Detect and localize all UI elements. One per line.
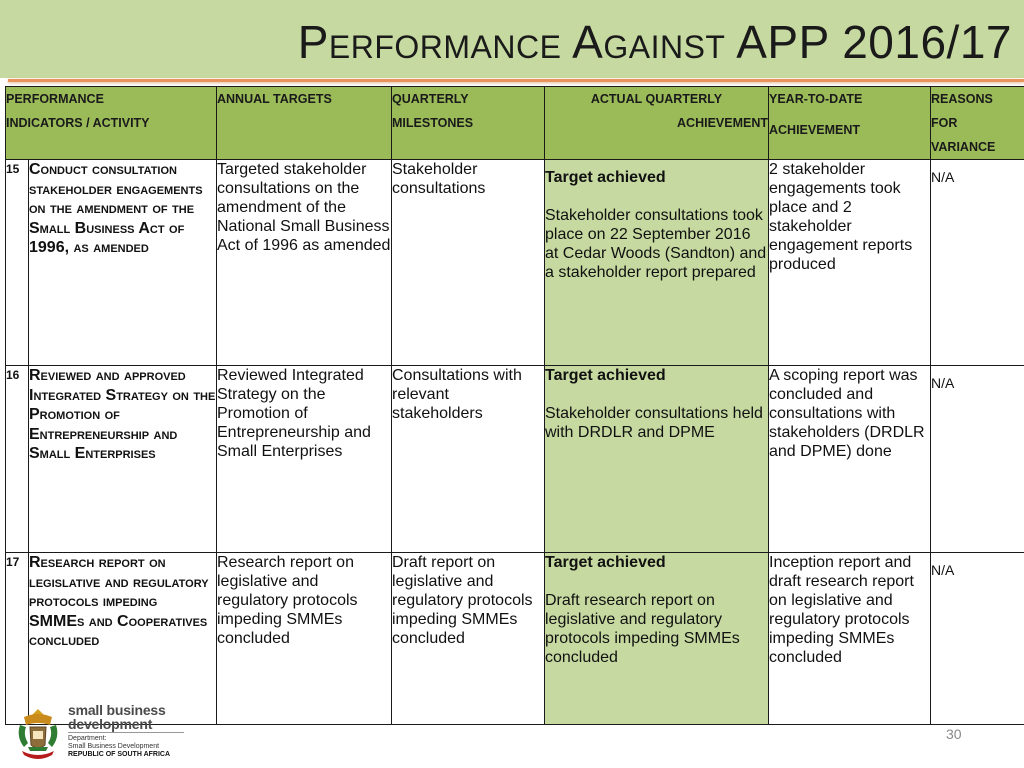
department-logo xyxy=(10,702,210,765)
activity-text: Reviewed and approved Integrated Strategy on the Promotion of Entrepreneurship and Small Enterprises xyxy=(29,367,216,462)
header-annual-targets: ANNUAL TARGETS xyxy=(217,87,392,160)
actual-detail: Stakeholder consultations held with DRDLR and DPME xyxy=(545,405,763,441)
header-actual-achievement xyxy=(545,87,769,160)
ytd-achievement-cell: Inception report and draft research report on legislative and regulatory protocols impeding SMMEs concluded xyxy=(769,553,931,725)
header-indicators xyxy=(6,87,217,160)
activity-text: Conduct consultation stakeholder engagements on the amendment of the Small Business Act of 1996, as amended xyxy=(29,161,203,256)
header-reasons-line1: REASONS xyxy=(931,92,993,106)
brand-name-line2: development xyxy=(68,716,153,732)
indicator-cell xyxy=(6,366,217,553)
header-indicators-line2: INDICATORS / ACTIVITY xyxy=(6,116,150,130)
indicator-inner xyxy=(6,553,216,724)
target-status: Target achieved xyxy=(545,554,666,571)
department-label: Department: xyxy=(68,735,107,742)
ytd-achievement-cell: 2 stakeholder engagements took place and 2 stakeholder engagement reports produced xyxy=(769,160,931,366)
header-quarterly-milestones xyxy=(392,87,545,160)
header-ytd-achievement xyxy=(769,87,931,160)
row-number: 17 xyxy=(6,553,29,724)
header-ytd-line2: ACHIEVEMENT xyxy=(769,123,860,137)
actual-achievement-cell xyxy=(545,366,769,553)
variance-cell: N/A xyxy=(931,553,1024,725)
actual-detail: Stakeholder consultations took place on 22 September 2016 at Cedar Woods (Sandton) and a stakeholder report prepared xyxy=(545,207,767,281)
indicator-inner xyxy=(6,366,216,552)
department-name: Small Business Development xyxy=(68,743,160,750)
variance-cell: N/A xyxy=(931,160,1024,366)
row-number: 15 xyxy=(6,160,29,365)
logo-divider xyxy=(68,732,184,733)
title-band xyxy=(0,0,1024,78)
page-number: 30 xyxy=(946,726,962,742)
performance-table xyxy=(5,86,1024,725)
annual-target-cell: Reviewed Integrated Strategy on the Promotion of Entrepreneurship and Small Enterprises xyxy=(217,366,392,553)
annual-target-cell: Research report on legislative and regulatory protocols impeding SMMEs concluded xyxy=(217,553,392,725)
slide-title: Performance Against APP 2016/17 xyxy=(297,16,1012,68)
annual-target-cell: Targeted stakeholder consultations on the amendment of the National Small Business Act of 1996 as amended xyxy=(217,160,392,366)
indicator-inner xyxy=(6,160,216,365)
ytd-achievement-cell: A scoping report was concluded and consultations with stakeholders (DRDLR and DPME) done xyxy=(769,366,931,553)
header-reasons-variance xyxy=(931,87,1024,160)
actual-detail: Draft research report on legislative and regulatory protocols impeding SMMEs concluded xyxy=(545,592,740,666)
activity-text: Research report on legislative and regulatory protocols impeding SMMEs and Cooperatives concluded xyxy=(29,554,209,649)
actual-achievement-cell xyxy=(545,553,769,725)
header-quarterly-line2: MILESTONES xyxy=(392,116,474,130)
country-name: REPUBLIC OF SOUTH AFRICA xyxy=(68,751,171,758)
variance-cell: N/A xyxy=(931,366,1024,553)
table-row xyxy=(6,366,1024,553)
header-quarterly-line1: QUARTERLY xyxy=(392,92,469,106)
header-actual-line1: ACTUAL QUARTERLY xyxy=(590,92,723,106)
header-indicators-line1: PERFORMANCE xyxy=(6,92,104,106)
target-status: Target achieved xyxy=(545,169,666,186)
header-actual-line2: ACHIEVEMENT xyxy=(677,116,768,130)
header-ytd-line1: YEAR-TO-DATE xyxy=(769,92,863,106)
actual-achievement-cell xyxy=(545,160,769,366)
header-reasons-line2: FOR xyxy=(931,116,958,130)
row-number: 16 xyxy=(6,366,29,552)
brand-name-line1: small business xyxy=(68,702,166,718)
table-header-row xyxy=(6,87,1024,160)
milestone-cell: Stakeholder consultations xyxy=(392,160,545,366)
indicator-cell xyxy=(6,553,217,725)
table-row xyxy=(6,553,1024,725)
milestone-cell: Consultations with relevant stakeholders xyxy=(392,366,545,553)
target-status: Target achieved xyxy=(545,367,666,384)
header-reasons-line3: VARIANCE xyxy=(931,140,996,154)
south-africa-coat-of-arms-icon xyxy=(14,707,62,763)
table-row xyxy=(6,160,1024,366)
indicator-cell xyxy=(6,160,217,366)
milestone-cell: Draft report on legislative and regulatory protocols impeding SMMEs concluded xyxy=(392,553,545,725)
